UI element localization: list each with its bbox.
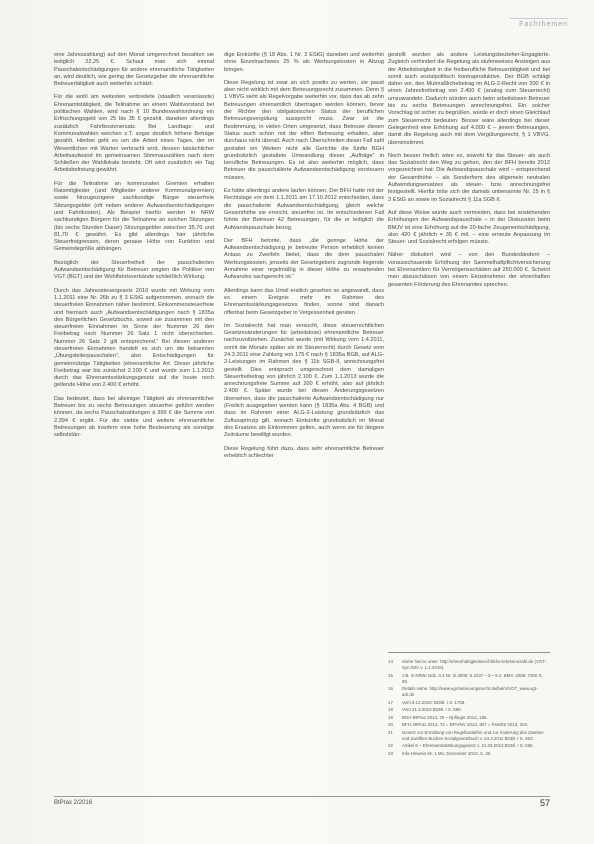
footnote-text: Gesetz zur Ermittlung von Regelbedarfen und zur Änderung des Zweiten und Zwölften Buches Sozialgesetzbuch v. 24.3.2011 BGBl. I S. 453. bbox=[402, 729, 544, 741]
paragraph: Es hätte allerdings andere laufen können. Der BFH hatte mit der Rechtslage vor dem 1.1.2011 am 17.10.2012 entschieden, dass die pauschalierte Aufwandsentschädigung, gleich welche Gesamthöhe sie erreicht, steuerfrei ist. Im entschiedenen Fall führte der Betreuer 42 Betreuungen, für die er lediglich die Aufwandspauschale bezog. bbox=[224, 188, 384, 231]
paragraph: gestellt wurden als andere Leistungsbezieher-Engagierte. Zugleich verhindert die Regelung als stufenweises Ansteigen aus der Arbeitslosigkeit in die freiberufliche Betreuertätigkeit und bei somit auch sozialpolitisch kontraproduktive. Der BGB schlägt daher vor, den Mutmaßlichebetrag im ALG-2-Recht von 200 € in einen Jahresfreibetrag von 2.400 € (analog zum Steuerrecht) umzuwandeln. Dadurch würden auch beim arbeitslosen Betreuer bis zu sechs Betreuungen anrechnungsfrei. Ein solcher Vorschlag ist sicher zu begrüßen, würde er doch einen Gleichlauf zum Steuerrecht bedeuten. Besser wäre allerdings bei dieser Gelegenheit eine Erhöhung auf 4.000 € – jenem Betreuungen, damit die Regelung auch mit dem Vergütungsrecht, § 1 VBVG, übereinstimmt. bbox=[388, 52, 550, 146]
footnote-text: Vom 21.3.2013 BGBl. I S. 556. bbox=[402, 707, 462, 712]
text-column-1 bbox=[54, 52, 214, 446]
footnote-text: BFH, BtPrax 2013, 72 = BFH/NV 2013, 307 = FamRZ 2013, 204. bbox=[402, 722, 529, 727]
footnote bbox=[388, 707, 550, 713]
footnote-number: 16 bbox=[388, 686, 393, 691]
page-number: 57 bbox=[539, 798, 550, 808]
footnote bbox=[388, 751, 550, 757]
footnote-text: Artikel 6 – Ehrenamtsstärkungsgesetz v. 21.03.2013 BGBl. I S. 556. bbox=[402, 743, 534, 748]
paragraph: Für die Teilnahme an kommunalen Gremien erhalten Ratsmitglieder (und Mitglieder anderer Kommunalgremien) sowie hinzugezogene sachkundige Bürger steuerfreie Sitzungsgelder (oft neben anderer Aufwandsentschädigungen und Fahrtkosten). Als Beispiel hierfür werden in NRW sachkundigen Bürgern für die Teilnahme an solchen Sitzungen (bis sechs Stunden Dauer) Sitzungsgelder zwischen 35,70 und 81,70 € gewährt. Es gibt allerdings hier jährliche Steuerfreigrenzen, deren genaue Höhe von Funktion und Gemeindegröße abhängen. bbox=[54, 180, 214, 253]
page-footer bbox=[54, 796, 550, 808]
footnote bbox=[388, 715, 550, 721]
footnote-number: 19 bbox=[388, 714, 393, 720]
footnote-text: Vom 8.12.2010: BGBl. I S. 1768. bbox=[402, 699, 466, 705]
footnote-text: z.B. in NRW: Nds. 0.4 Nr. 2/.2006: 5.2237 – 3 – 9 2. BMV. 2006: 7300 S. 90. bbox=[402, 672, 543, 684]
paragraph: eine Jahreszahlung) auf den Monat umgerechnet bezahlen sie lediglich 22,25 €. Schaut man sich einmal Pauschalentschädigungen für andere ehrenamtliche Tätigkeiten an, wird deutlich, wie gering der Gesetzgeber die ehrenamtliche Betreuertätigkeit auch weiterhin schätzt. bbox=[54, 52, 214, 88]
footnote bbox=[388, 659, 550, 671]
paragraph: Im Sozialrecht hat man versucht, diese steuerrechtlichen Gesetzesänderungen für (arbeitslose) ehrenamtliche Betreuer nachzuvollziehen. Zunächst wurde (mit Wirkung vom 1.4.2011, somit die Monate später als im Steuerrecht) durch Gesetz vom 24.3.2011 eine Zahlung von 175 € nach § 1835a BGB, auf ALG-2-Leistungen im Rahmen des § 11b SGB-II, anrechnungsfrei gestellt. Dies entsprach umgerechnet dem damaligen Steuerfreibetrag von jährlich 2.100 €. Zum 1.1.2013 wurde die anrechnungsfreie Summe auf 200 € erhöht, also auf jährlich 2.400 €. Später wurde bei diesen Änderungsgesetzen übersehen, dass die pauschalierte Aufwandsentschädigung nur (Freilich ausgegeben werden kann (§ 1835a Abs. 4 BGB) und dass im Rahmen einer ALG-2-Leistung grundsätzlich das Zuflussprinzip gilt, wonach Einkünfte grundsätzlich im Monat des Ersatzes als Einkommen gelten, auch wenn sie für längere Zeiträume bewilligt wurden. bbox=[224, 322, 384, 439]
footnote bbox=[388, 722, 550, 728]
paragraph: Das bedeutet, dass bei alleiniger Tätigkeit als ehrenamtlicher Betreuer bis zu sechs Betreuungen steuerfrei geführt werden können, da sechs Pauschalzahlungen à 399 € die Summe von 2.394 € ergibt. Für die siebte und weitere ehrenamtliche Betreuungen ab insofern eine hohe Besteuerung als sonstige selbststän- bbox=[54, 395, 214, 439]
running-head: Fachthemen bbox=[510, 18, 568, 28]
text-column-3 bbox=[388, 52, 550, 295]
journal-issue: BtPrax 2/2016 bbox=[54, 800, 93, 806]
footnote bbox=[388, 730, 550, 742]
footnote-text: Details siehe: http://www.vgt-betreuungsrecht.de/beim/VGT_www.vgt-adr.de. bbox=[402, 686, 538, 697]
paragraph: Allerdings kann das Urteil erstlich gesehen so angewandt, dass es einem Ereignis mehr im Rahmen des Ehrenamtsstärkungsgesetzes finden, sonne sind danach offenbar beim Gesetzgeber in Vergessenheit geraten. bbox=[224, 287, 384, 316]
footnote-number: 23 bbox=[388, 750, 393, 756]
paragraph: Noch besser freilich wäre es, sowohl für das Steuer- als auch das Sozialrecht den Weg zu gehen, den der BFH bereits 2012 vorgezeichnet hat: Die Aufwandspauschale wird – entsprechend der Gesamthöhe – als Sonderform des allgemein neutralen Aufwendungsersatzes als steuer- bzw. anrechnungsfrei festgestellt. Hierfür böte sich der damals unbenannte Nr. 15 in § 3 EStG an sowie im Sozialrecht § 11a SGB II. bbox=[388, 152, 550, 203]
footnote-number: 21 bbox=[388, 729, 393, 735]
paragraph: Näher diskutiert wird – von den Bundesländern – vorausschauende Erhöhung der Sammelhaftpflichtversicherung bei Ehrenamtlern für Vermögensschäden auf 250.000 €. Scheint man abzuschätzen von einem Einzelnehmer der ehrenhaften gesamten Förderung des Ehrenamtes sprechen. bbox=[388, 252, 550, 288]
text-column-2 bbox=[224, 52, 384, 466]
paragraph: dige Einkünfte (§ 18 Abs. 1 Nr. 3 EStG) daneben und weiterhin ohne Einzelnachweis 25 % als Werbungskosten in Abzug bringen. bbox=[224, 52, 384, 73]
footnote-number: 22 bbox=[388, 743, 393, 748]
paragraph: Der BFH betonte, dass „die geringe Höhe der Aufwandsentschädigung je betreuter Person erheblich keinen Anlass zu Zweifeln bietet, dass die dem pauschalen Werbungskosten, jenseits der Gesetzgebers zugrunde liegende Annahme einer regelmäßig in dieser Höhe zu erwartenden Aufwandes sachgerecht ist.“ bbox=[224, 237, 384, 281]
paragraph: Durch das Jahressteuergesetz 2010 wurde mit Wirkung vom 1.1.2011 eine Nr. 26b zu § 3 EStG aufgenommen, wonach die steuerfreien Einnahmen näher bestimmt. Einkommensteuerfreie und hiernach auch „Aufwandsentschädigungen nach § 1835a des Bürgerlichen Gesetzbuchs, soweit sie zusammen mit den steuerfreien Einnahmen im Sinne der Nummer 26 den Freibetrag nach Nummer 26 Satz 1 nicht überschreiten. Nummer 26 Satz 2 gilt entsprechend.“ Bei diesen anderen steuerfreien Einnahmen handelt es sich um die bekannten „Übungsleiterpauschalen“, also Entschädigungen für gemeinnützige Tätigkeiten (ehrenamtliche Art. Dieser jährliche Freibetrag war bis zunächst 2.100 € und wurde zum 1.1.2013 durch das Ehrenamtsstärkungsgesetz auf die heute noch geltende Höhe von 2.400 € erhöht. bbox=[54, 287, 214, 389]
footnote-number: 14 bbox=[388, 659, 393, 664]
paragraph: Für die wohl am weitesten verbreitete (staatlich veranlasste) Ehrenamtstätigkeit, die Teilnahme an einem Wahlvorstand bei politischen Wahlen, wird nach § 10 Bundeswahlordnung ein Erfrischungsgeld von 25 bis 35 € gezahlt, daneben allerdings zusätzlich Fahrtkostenersatz. Bei Landtags- und Kommunalwahlen weichen z.T. sogar deutlich höhere Beträge gezahlt. Hierbei geht es um die Arbeit eines Tages, der im Wesentlichen mit Warten verbracht wird, dessen tatsächlicher Arbeitsaufwand im gemeinsamen Stimmauszählen nach dem Schließen der Wahllokale besteht. Oft wird zusätzlich ein Tag Arbeitsbefreiung gewährt. bbox=[54, 94, 214, 174]
footnote bbox=[388, 673, 550, 685]
footnote bbox=[388, 686, 550, 698]
footnote-text: Siehe hierzu unter: http://ehrenhaftigkeitsrechtliche-lehrkennzahl.de (VGT-Syn./WV v. 1.1.2016). bbox=[402, 659, 547, 670]
footnote-number: 20 bbox=[388, 722, 393, 727]
footnote-number: 18 bbox=[388, 707, 393, 712]
footnote bbox=[388, 700, 550, 706]
paragraph: Bezüglich der Steuerfreiheit der pauschalierten Aufwandsentschädigung für Betreuer zeigten die Politiker von VGT (BGT) und der Wohlfahrtsverbände schließlich Wirkung. bbox=[54, 259, 214, 281]
paragraph: Auf diese Weise würde auch vermieden, dass bei anstehenden Erhöhungen der Aufwandspauschale – in der Diskussion beim BMJV ist eine Erhöhung auf die 20-fache Zeugenentschädigung, also 420 € jährlich = 35 € mtl. – eine erneute Anpassung im Steuer- und Sozialrecht erfolgen müsste. bbox=[388, 209, 550, 246]
footnote-number: 15 bbox=[388, 672, 393, 678]
footnote-text: Info-Hinweis Nr. 1 Mo. Dezember 2013, S. 20. bbox=[402, 750, 492, 756]
footnote bbox=[388, 743, 550, 749]
footnotes bbox=[388, 652, 550, 758]
footnote-number: 17 bbox=[388, 699, 393, 705]
footnote-text: BGH BtPrax 2014, 76 – Rpfleger 2014, 186. bbox=[402, 714, 488, 720]
paragraph: Diese Regelung führt dazu, dass sehr ehrenamtliche Betreuer erheblich schlechter bbox=[224, 445, 384, 459]
paragraph: Diese Regelung ist zwar an sich positiv zu werten, sie passt aber nicht wirklich mit dem Betreuungsrecht zusammen. Denn § 1 VBVG sieht als Regelvorgabe weiterhin vor, dass das ab zehn Betreuungen ehrenamtlich übertragen werden können, bevor der Richter den obligatorischen Status der beruflichen Betreuungsvergütung ausspricht muss. Zwar ist die Bestimmung, in vielen Orten umgesetzt, dass Betreuer diesen Status auch schon mit der elften Betreuung erhalten, aber durchaus nicht überall. Auch nach Überschreiten dieser Fall zahl gestattet ein Weitern nicht alle Gerichte die fünfte BGH grundsätzlich gestaltete Umwandlung dieser „Aufträge“ in berufliche Betreuungen. Es ist also weiterhin möglich, dass Betreuer die pauschalierte Aufwandsentschädigung versteuern müssen. bbox=[224, 79, 384, 181]
